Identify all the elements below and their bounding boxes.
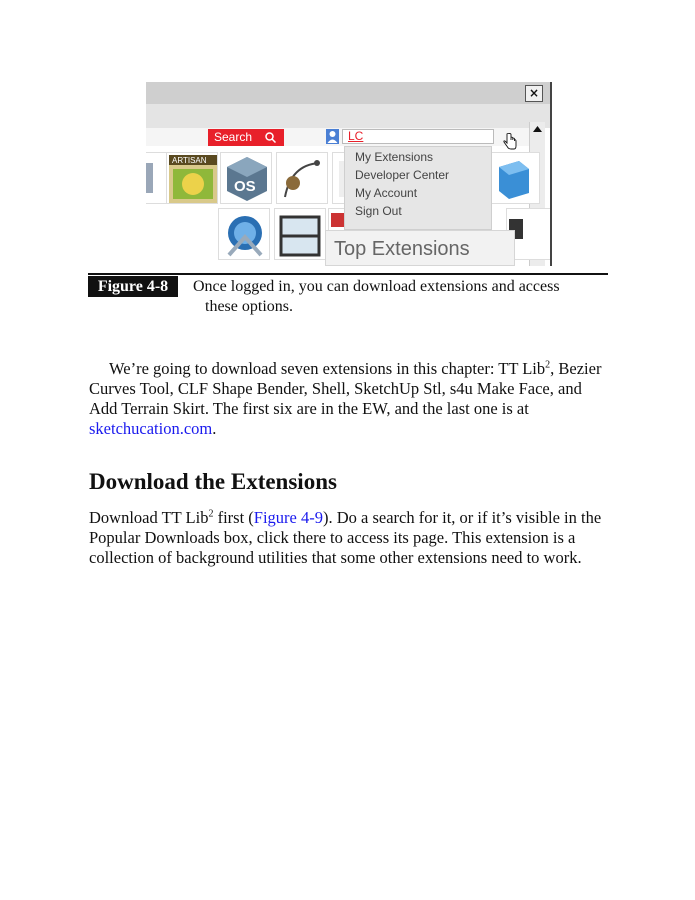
intro-paragraph (89, 359, 609, 439)
user-menu[interactable] (326, 128, 516, 146)
download-text-3: ). Do a search for it, or if it’s visible in the Popular Downloads box, click there to access its page. This extension is a collection of background utilities that some other extensions need to work. (89, 508, 602, 567)
account-dropdown-menu (344, 146, 492, 230)
caption-line-1: Once logged in, you can download extensions and access (193, 278, 560, 295)
sketchucation-icon (219, 209, 270, 260)
search-button-label: Search (214, 130, 253, 144)
top-extensions-heading: Top Extensions (325, 230, 515, 266)
extension-tile-sketchucation[interactable] (218, 208, 270, 260)
extension-tile-os[interactable] (220, 152, 272, 204)
section-heading: Download the Extensions (89, 469, 337, 494)
menu-item-sign-out[interactable]: Sign Out (355, 204, 402, 218)
search-icon (265, 132, 276, 143)
caption-line-2: these options. (205, 298, 293, 315)
extension-tile-artisan[interactable] (166, 152, 218, 204)
extension-tile-bezier[interactable] (276, 152, 328, 204)
download-text-2: first ( (213, 508, 254, 527)
hand-cursor-icon (503, 133, 517, 150)
svg-text:OS: OS (234, 178, 256, 195)
sketchucation-link[interactable]: sketchucation.com (89, 419, 213, 438)
svg-text:ARTISAN: ARTISAN (172, 156, 207, 165)
extension-tile-window[interactable] (274, 208, 326, 260)
artisan-icon (167, 153, 218, 204)
os-cube-icon (221, 153, 272, 204)
menu-item-my-account[interactable]: My Account (355, 186, 418, 200)
intro-text-3: . (212, 419, 217, 438)
search-button[interactable] (208, 129, 284, 146)
superscript: 2 (545, 359, 551, 371)
intro-text-1: We’re going to download seven extensions in this chapter: TT Lib (109, 359, 546, 378)
box-icon (489, 153, 540, 204)
user-dropdown-toggle[interactable] (342, 129, 494, 144)
user-icon (326, 129, 339, 144)
bezier-tool-icon (277, 153, 328, 204)
figure-4-9-link[interactable]: Figure 4-9 (253, 508, 323, 527)
superscript: 2 (208, 508, 214, 520)
download-paragraph (89, 508, 609, 568)
figure-label: Figure 4-8 (88, 276, 178, 297)
extension-tile-box[interactable] (488, 152, 540, 204)
intro-text-2: , Bezier Curves Tool, CLF Shape Bender, Shell, SketchUp Stl, s4u Make Face, and Add Terrain Skirt. The first six are in the EW, and the last one is at (89, 359, 602, 418)
menu-item-my-extensions[interactable]: My Extensions (355, 150, 434, 164)
scroll-up-arrow-icon[interactable] (533, 126, 542, 132)
download-text-1: Download TT Lib (89, 508, 209, 527)
window-icon (275, 209, 326, 260)
window-titlebar (146, 82, 550, 104)
menu-item-developer-center[interactable]: Developer Center (355, 168, 450, 182)
caption-rule (88, 273, 608, 275)
user-initials[interactable]: LC (348, 129, 364, 143)
close-button[interactable]: × (525, 85, 543, 102)
figure-caption (193, 277, 603, 317)
toolbar-strip (146, 104, 550, 128)
extension-warehouse-screenshot (146, 82, 552, 266)
